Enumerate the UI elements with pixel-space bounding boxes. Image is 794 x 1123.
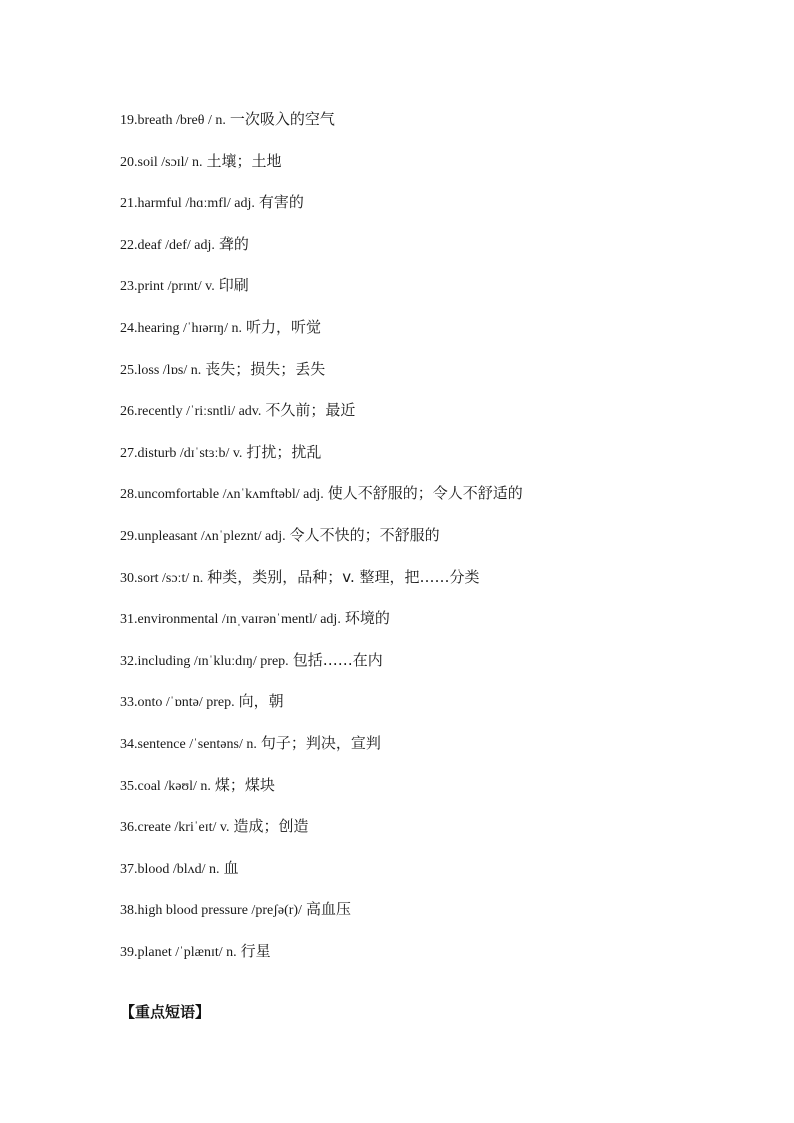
vocab-meaning: 丧失；损失；丢失 — [205, 359, 326, 378]
vocab-meaning: 向，朝 — [238, 692, 284, 711]
vocab-entry — [120, 482, 740, 524]
vocab-entry — [120, 108, 740, 150]
vocab-word-phonetic: 31.environmental /ɪnˌvaɪrənˈmentl/ adj. — [120, 612, 341, 628]
vocab-word-phonetic: 37.blood /blʌd/ n. — [120, 861, 220, 877]
vocab-word-phonetic: 33.onto /ˈɒntə/ prep. — [120, 695, 235, 711]
vocab-meaning: 一次吸入的空气 — [229, 110, 335, 128]
vocab-word-phonetic: 30.sort /sɔːt/ n. — [120, 570, 204, 586]
vocab-meaning: 聋的 — [218, 234, 249, 253]
vocab-meaning: 使人不舒服的；令人不舒适的 — [327, 484, 523, 503]
vocab-meaning: 种类，类别，品种；v. 整理，把……分类 — [207, 567, 480, 586]
vocabulary-list — [120, 108, 740, 981]
vocab-word-phonetic: 26.recently /ˈriːsntli/ adv. — [120, 404, 262, 420]
vocab-word-phonetic: 39.planet /ˈplænɪt/ n. — [120, 944, 237, 960]
vocab-entry — [120, 274, 740, 316]
vocab-entry — [120, 399, 740, 441]
vocab-word-phonetic: 23.print /prɪnt/ v. — [120, 279, 215, 295]
section-heading-key-phrases: 【重点短语】 — [120, 1003, 211, 1021]
vocab-word-phonetic: 20.soil /sɔɪl/ n. — [120, 154, 203, 170]
vocab-meaning: 血 — [223, 858, 239, 877]
vocab-meaning: 印刷 — [218, 276, 249, 295]
vocab-entry — [120, 441, 740, 483]
vocab-entry — [120, 607, 740, 649]
vocab-word-phonetic: 25.loss /lɒs/ n. — [120, 362, 202, 378]
vocab-meaning: 环境的 — [344, 609, 390, 628]
vocab-meaning: 包括……在内 — [292, 650, 383, 669]
vocab-word-phonetic: 38.high blood pressure /preʃə(r)/ — [120, 903, 302, 919]
vocab-meaning: 土壤；土地 — [206, 151, 282, 170]
vocab-meaning: 打扰；扰乱 — [246, 442, 322, 461]
vocab-entry — [120, 649, 740, 691]
vocab-entry — [120, 566, 740, 608]
vocab-word-phonetic: 32.including /ɪnˈkluːdɪŋ/ prep. — [120, 653, 289, 669]
vocab-entry — [120, 815, 740, 857]
vocab-entry — [120, 857, 740, 899]
vocab-entry — [120, 191, 740, 233]
vocab-meaning: 有害的 — [258, 193, 304, 212]
vocab-meaning: 句子；判决，宣判 — [260, 733, 381, 752]
vocab-meaning: 煤；煤块 — [214, 775, 275, 794]
vocab-entry — [120, 524, 740, 566]
vocab-entry — [120, 732, 740, 774]
vocab-entry — [120, 690, 740, 732]
vocab-word-phonetic: 21.harmful /hɑːmfl/ adj. — [120, 196, 255, 212]
vocab-word-phonetic: 28.uncomfortable /ʌnˈkʌmftəbl/ adj. — [120, 487, 324, 503]
vocab-meaning: 行星 — [240, 941, 271, 960]
vocab-word-phonetic: 34.sentence /ˈsentəns/ n. — [120, 736, 257, 752]
vocab-entry — [120, 316, 740, 358]
vocab-meaning: 听力，听觉 — [246, 317, 322, 336]
vocab-entry — [120, 233, 740, 275]
vocab-entry — [120, 940, 740, 982]
vocab-word-phonetic: 22.deaf /def/ adj. — [120, 237, 215, 253]
vocab-word-phonetic: 24.hearing /ˈhɪərɪŋ/ n. — [120, 320, 243, 336]
vocab-word-phonetic: 29.unpleasant /ʌnˈpleznt/ adj. — [120, 528, 286, 544]
vocab-word-phonetic: 27.disturb /dɪˈstɜːb/ v. — [120, 445, 243, 461]
vocab-meaning: 令人不快的；不舒服的 — [289, 525, 440, 544]
vocab-word-phonetic: 35.coal /kəʊl/ n. — [120, 778, 211, 794]
vocab-meaning: 造成；创造 — [233, 817, 309, 836]
vocab-entry — [120, 774, 740, 816]
vocab-entry — [120, 898, 740, 940]
vocab-word-phonetic: 19.breath /breθ / n. — [120, 113, 226, 128]
vocab-entry — [120, 358, 740, 400]
vocab-word-phonetic: 36.create /kriˈeɪt/ v. — [120, 820, 230, 836]
vocab-entry — [120, 150, 740, 192]
vocab-meaning: 不久前；最近 — [265, 401, 356, 420]
vocab-meaning: 高血压 — [305, 900, 351, 919]
